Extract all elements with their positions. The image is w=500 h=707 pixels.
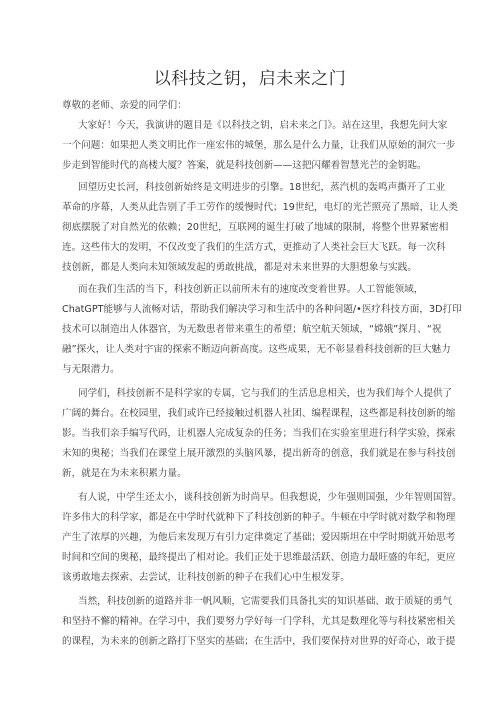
paragraph-line: 新，就是在为未来积累力量。 <box>62 468 187 479</box>
paragraph-line: 技术可以制造出人体器官，为无数患者带来重生的希望；航空航天领域，“嫦娥”探月、“祝 <box>62 324 442 335</box>
paragraph-line: 革命的序幕，人类从此告别了手工劳作的缓慢时代；19世纪，电灯的光芒照亮了黑暗，让人类 <box>62 202 458 213</box>
paragraph-line: 一个问题：如果把人类文明比作一座宏伟的城堡，那么是什么力量，让我们从原始的洞穴一步 <box>62 140 456 151</box>
paragraph-line: 而在我们生活的当下，科技创新正以前所未有的速度改变着世界。人工智能领域， <box>78 284 424 295</box>
paragraph-line: 有人说，中学生还太小，谈科技创新为时尚早。但我想说，少年强则国强，少年智则国智。 <box>78 492 462 503</box>
paragraph-line: 该勇敢地去探索、去尝试，让科技创新的种子在我们心中生根发芽。 <box>62 572 350 583</box>
paragraph-line: 融”探火，让人类对宇宙的探索不断迈向新高度。这些成果，无不彰显着科技创新的巨大魅力 <box>62 344 451 355</box>
paragraph-line: 回望历史长河，科技创新始终是文明进步的引擎。18世纪，蒸汽机的轰鸣声撕开了工业 <box>78 182 446 193</box>
page-title: 以科技之钥，启未来之门 <box>153 69 347 89</box>
paragraph-line: 与无限潜力。 <box>62 364 120 375</box>
paragraph-line: 大家好！今天，我演讲的题目是《以科技之钥，启未来之门》。站在这里，我想先问大家 <box>78 120 448 131</box>
paragraph-line: 连。这些伟大的发明，不仅改变了我们的生活方式，更推动了人类社会巨大飞跃。每一次科 <box>62 242 446 253</box>
paragraph-line: 当然，科技创新的道路并非一帆风顺，它需要我们具备扎实的知识基础、敢于质疑的勇气 <box>78 596 453 607</box>
paragraph-line: 同学们，科技创新不是科学家的专属，它与我们的生活息息相关，也为我们每个人提供了 <box>78 388 453 399</box>
paragraph-line: 许多伟大的科学家，都是在中学时代就种下了科技创新的种子。牛顿在中学时就对数学和物理 <box>62 512 456 523</box>
paragraph-line: 步走到智能时代的高楼大厦？答案，就是科技创新——这把闪耀着智慧光芒的金钥匙。 <box>62 160 427 171</box>
paragraph-line: 技创新，都是人类向未知领域发起的勇敢挑战，都是对未来世界的大胆想象与实践。 <box>62 262 417 273</box>
paragraph-line: 未知的奥秘；当我们在课堂上展开激烈的头脑风暴，提出新奇的创意，我们就是在参与科技创 <box>62 448 456 459</box>
paragraph-line: 广阔的舞台。在校园里，我们或许已经接触过机器人社团、编程课程，这些都是科技创新的缩 <box>62 408 456 419</box>
paragraph-line: 影。当我们亲手编写代码，让机器人完成复杂的任务；当我们在实验室里进行科学实验，探索 <box>62 428 456 439</box>
paragraph-line: 的课程，为未来的创新之路打下坚实的基础；在生活中，我们要保持对世界的好奇心，敢于提 <box>62 636 456 647</box>
paragraph-line: 彻底摆脱了对自然光的依赖；20世纪，互联网的诞生打破了地域的限制，将整个世界紧密相 <box>62 222 449 233</box>
salutation-line: 尊敬的老师、亲爱的同学们： <box>62 100 187 111</box>
paragraph-line: 和坚持不懈的精神。在学习中，我们要努力学好每一门学科，尤其是数理化等与科技紧密相关 <box>62 616 456 627</box>
paragraph-line: 时间和空间的奥秘，最终提出了相对论。我们正处于思维最活跃、创造力最旺盛的年纪，更应 <box>62 552 456 563</box>
paragraph-line: 产生了浓厚的兴趣，为他后来发现万有引力定律奠定了基础；爱因斯坦在中学时期就开始思考 <box>62 532 456 543</box>
paragraph-line: ChatGPT能够与人流畅对话，帮助我们解决学习和生活中的各种问题/•医疗科技方面，3D打印 <box>62 304 462 315</box>
